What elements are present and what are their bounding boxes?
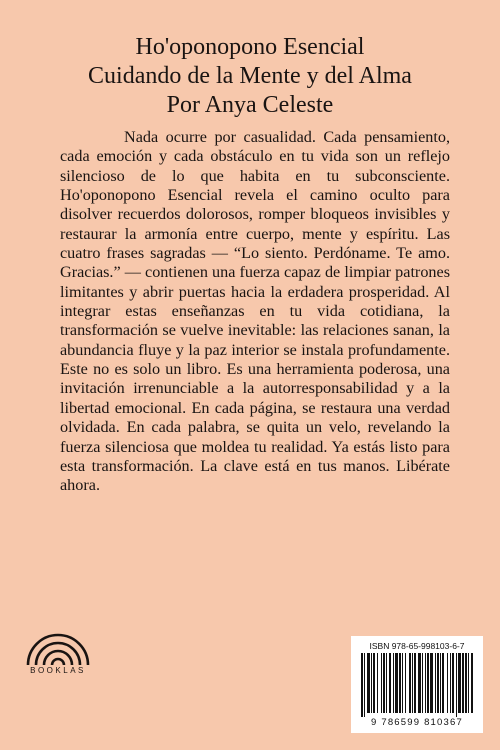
publisher-name: BOOKLAS (30, 666, 86, 675)
barcode-number: 9 786599 810367 (371, 717, 463, 728)
barcode-bars (361, 653, 473, 717)
barcode-bar (430, 653, 433, 713)
barcode-bar (389, 653, 391, 713)
title-block (0, 33, 500, 120)
barcode-bar (462, 653, 464, 713)
barcode-bar (465, 653, 467, 713)
barcode-bar (425, 653, 426, 713)
barcode-bar (409, 653, 411, 713)
author-line: Por Anya Celeste (166, 92, 334, 118)
barcode-bar (361, 653, 363, 717)
barcode-bar (386, 653, 387, 713)
barcode-bar (399, 653, 401, 713)
book-title: Ho'oponopono Esencial (135, 34, 365, 60)
barcode-bar (452, 653, 454, 713)
barcode-bar (450, 653, 451, 713)
back-cover-blurb: Nada ocurre por casualidad. Cada pensamiento, cada emoción y cada obstáculo en tu vida son un reflejo silencioso de lo que habita en tu subconsciente. Ho'oponopono Esencial revela el camino oculto para disolver recuerdos dolorosos, romper bloqueos invisibles y restaurar la armonía entre cuerpo, mente y espíritu. Las cuatro frases sagradas — “Lo siento. Perdóname. Te amo. Gracias.” — contienen una fuerza capaz de limpiar patrones limitantes y abrir puertas hacia la erdadera prosperidad. Al integrar estas enseñanzas en tu vida cotidiana, la transformación se vuelve inevitable: las relaciones sanan, la abundancia fluye y la paz interior se instala profundamente. Este no es solo un libro. Es una herramienta poderosa, una invitación irrenunciable a la autorresponsabilidad y a la libertad emocional. En cada página, se restaura una verdad olvidada. En cada palabra, se quita un velo, revelando la fuerza silenciosa que moldea tu realidad. Ya estás listo para esta transformación. La clave está en tus manos. Libérate ahora. (60, 128, 450, 495)
isbn-label: ISBN 978-65-998103-6-7 (369, 641, 465, 651)
barcode-bar (418, 653, 421, 713)
barcode-bar (381, 653, 382, 713)
barcode-bar (447, 653, 448, 713)
barcode-bar (440, 653, 441, 713)
barcode-bar (371, 653, 372, 713)
barcode-bar (393, 653, 394, 713)
barcode-bar (458, 653, 461, 713)
barcode-bar (442, 653, 444, 713)
barcode-bar (412, 653, 413, 713)
arch-logo-icon (22, 625, 94, 667)
book-subtitle: Cuidando de la Mente y del Alma (88, 63, 412, 89)
barcode-bar (456, 653, 457, 717)
barcode-bar (377, 653, 378, 713)
barcode-bar (402, 653, 403, 713)
barcode-bar (367, 653, 370, 713)
barcode-bar (468, 653, 469, 713)
barcode-box (351, 636, 483, 733)
barcode-bar (395, 653, 398, 713)
barcode-bar (364, 653, 365, 717)
barcode-bar (405, 653, 406, 713)
barcode-bar (373, 653, 375, 713)
publisher-logo (22, 625, 114, 685)
barcode-bar (427, 653, 429, 713)
barcode-bar (422, 653, 423, 713)
barcode-bar (471, 653, 473, 713)
barcode-bar (383, 653, 385, 713)
barcode-bar (414, 653, 416, 713)
barcode-bar (437, 653, 439, 713)
barcode-bar (435, 653, 436, 713)
